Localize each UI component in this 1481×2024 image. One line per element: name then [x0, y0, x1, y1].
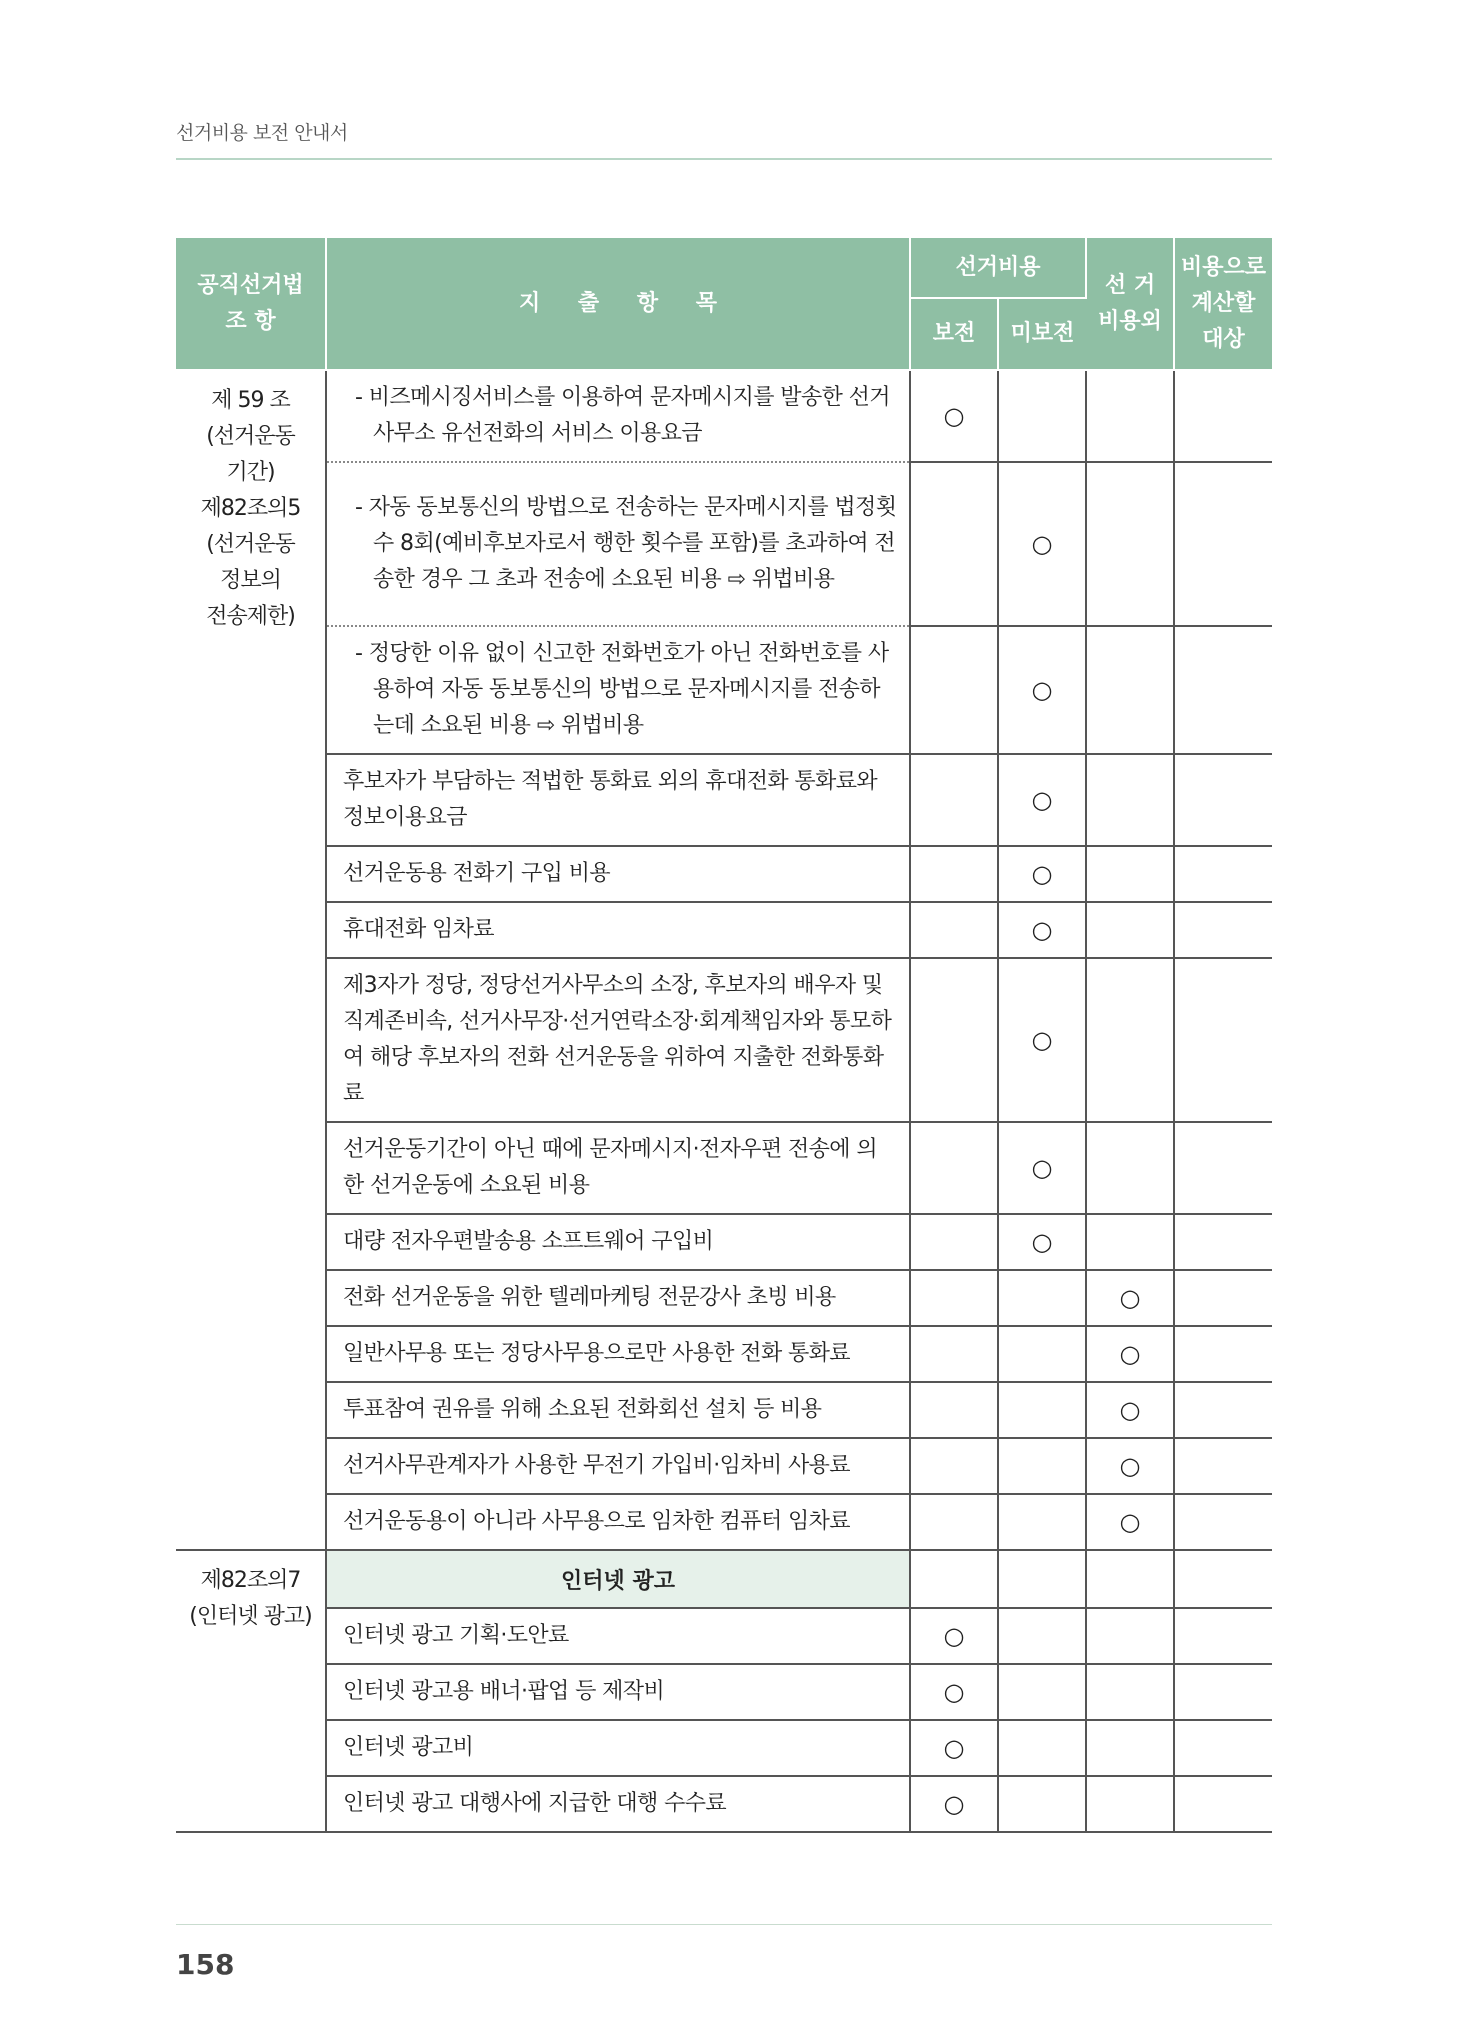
mark-not-reimbursed: ○ — [998, 958, 1086, 1122]
mark-reimbursed: ○ — [910, 1720, 998, 1776]
item-text: 선거운동기간이 아닌 때에 문자메시지·전자우편 전송에 의한 선거운동에 소요된 비용 — [326, 1122, 910, 1214]
item-text: 인터넷 광고 대행사에 지급한 대행 수수료 — [326, 1776, 910, 1832]
item-text: 대량 전자우편발송용 소프트웨어 구입비 — [326, 1214, 910, 1270]
header-election-cost: 선거비용 — [910, 238, 1086, 298]
table-row — [176, 462, 1272, 626]
mark-not-reimbursed: ○ — [998, 462, 1086, 626]
header-item: 지 출 항 목 — [326, 238, 910, 370]
table-row — [176, 846, 1272, 902]
mark-non-election: ○ — [1086, 1494, 1174, 1550]
header-rule — [176, 158, 1272, 160]
mark-not-reimbursed: ○ — [998, 626, 1086, 754]
item-text: 인터넷 광고 기획·도안료 — [326, 1608, 910, 1664]
mark-reimbursed: ○ — [910, 370, 998, 462]
item-text: - 정당한 이유 없이 신고한 전화번호가 아닌 전화번호를 사용하여 자동 동보통신의 방법으로 문자메시지를 전송하는데 소요된 비용 ⇨ 위법비용 — [326, 626, 910, 754]
mark-non-election: ○ — [1086, 1270, 1174, 1326]
item-text: 전화 선거운동을 위한 텔레마케팅 전문강사 초빙 비용 — [326, 1270, 910, 1326]
table-row — [176, 958, 1272, 1122]
mark-non-election: ○ — [1086, 1382, 1174, 1438]
law-cell-section2: 제82조의7 (인터넷 광고) — [176, 1550, 326, 1832]
table-row — [176, 1494, 1272, 1550]
header-law: 공직선거법 조 항 — [176, 238, 326, 370]
sub-heading-internet-ad: 인터넷 광고 — [326, 1550, 910, 1608]
table-row — [176, 1664, 1272, 1720]
table-row — [176, 754, 1272, 846]
table-row — [176, 902, 1272, 958]
item-text: 인터넷 광고비 — [326, 1720, 910, 1776]
table-row — [176, 1382, 1272, 1438]
table-row — [176, 1608, 1272, 1664]
header-cost-target: 비용으로 계산할 대상 — [1174, 238, 1272, 370]
header-reimbursed: 보전 — [910, 298, 998, 370]
running-head: 선거비용 보전 안내서 — [176, 122, 348, 144]
table-row — [176, 370, 1272, 462]
mark-non-election: ○ — [1086, 1326, 1174, 1382]
mark-not-reimbursed: ○ — [998, 902, 1086, 958]
mark-reimbursed: ○ — [910, 1664, 998, 1720]
item-text: 휴대전화 임차료 — [326, 902, 910, 958]
item-text: 선거운동용이 아니라 사무용으로 임차한 컴퓨터 임차료 — [326, 1494, 910, 1550]
item-text: - 비즈메시징서비스를 이용하여 문자메시지를 발송한 선거사무소 유선전화의 서비스 이용요금 — [326, 370, 910, 462]
table-row — [176, 1438, 1272, 1494]
item-text: 선거운동용 전화기 구입 비용 — [326, 846, 910, 902]
table-row — [176, 1270, 1272, 1326]
item-text: 선거사무관계자가 사용한 무전기 가입비·임차비 사용료 — [326, 1438, 910, 1494]
header-not-reimbursed: 미보전 — [998, 298, 1086, 370]
table-row — [176, 1214, 1272, 1270]
item-text: - 자동 동보통신의 방법으로 전송하는 문자메시지를 법정횟수 8회(예비후보자로서 행한 횟수를 포함)를 초과하여 전송한 경우 그 초과 전송에 소요된 비용 ⇨ 위법비용 — [326, 462, 910, 626]
mark-not-reimbursed: ○ — [998, 1122, 1086, 1214]
mark-reimbursed: ○ — [910, 1776, 998, 1832]
page-number: 158 — [176, 1948, 235, 1981]
mark-not-reimbursed: ○ — [998, 846, 1086, 902]
law-cell-section1: 제 59 조 (선거운동 기간) 제82조의5 (선거운동 정보의 전송제한) — [176, 370, 326, 1550]
item-text: 일반사무용 또는 정당사무용으로만 사용한 전화 통화료 — [326, 1326, 910, 1382]
footer-rule — [176, 1924, 1272, 1925]
table-row — [176, 1550, 1272, 1608]
mark-non-election: ○ — [1086, 1438, 1174, 1494]
item-text: 제3자가 정당, 정당선거사무소의 소장, 후보자의 배우자 및 직계존비속, 선거사무장·선거연락소장·회계책임자와 통모하여 해당 후보자의 전화 선거운동을 위하여 지출한 전화통화료 — [326, 958, 910, 1122]
header-row-1 — [176, 238, 1272, 298]
table-row — [176, 1326, 1272, 1382]
header-non-election-cost: 선 거 비용외 — [1086, 238, 1174, 370]
item-text: 투표참여 권유를 위해 소요된 전화회선 설치 등 비용 — [326, 1382, 910, 1438]
mark-not-reimbursed: ○ — [998, 1214, 1086, 1270]
mark-reimbursed: ○ — [910, 1608, 998, 1664]
expense-table — [176, 238, 1272, 1833]
item-text: 인터넷 광고용 배너·팝업 등 제작비 — [326, 1664, 910, 1720]
table-row — [176, 1122, 1272, 1214]
table-row — [176, 626, 1272, 754]
mark-not-reimbursed: ○ — [998, 754, 1086, 846]
item-text: 후보자가 부담하는 적법한 통화료 외의 휴대전화 통화료와 정보이용요금 — [326, 754, 910, 846]
table-row — [176, 1720, 1272, 1776]
table-row — [176, 1776, 1272, 1832]
